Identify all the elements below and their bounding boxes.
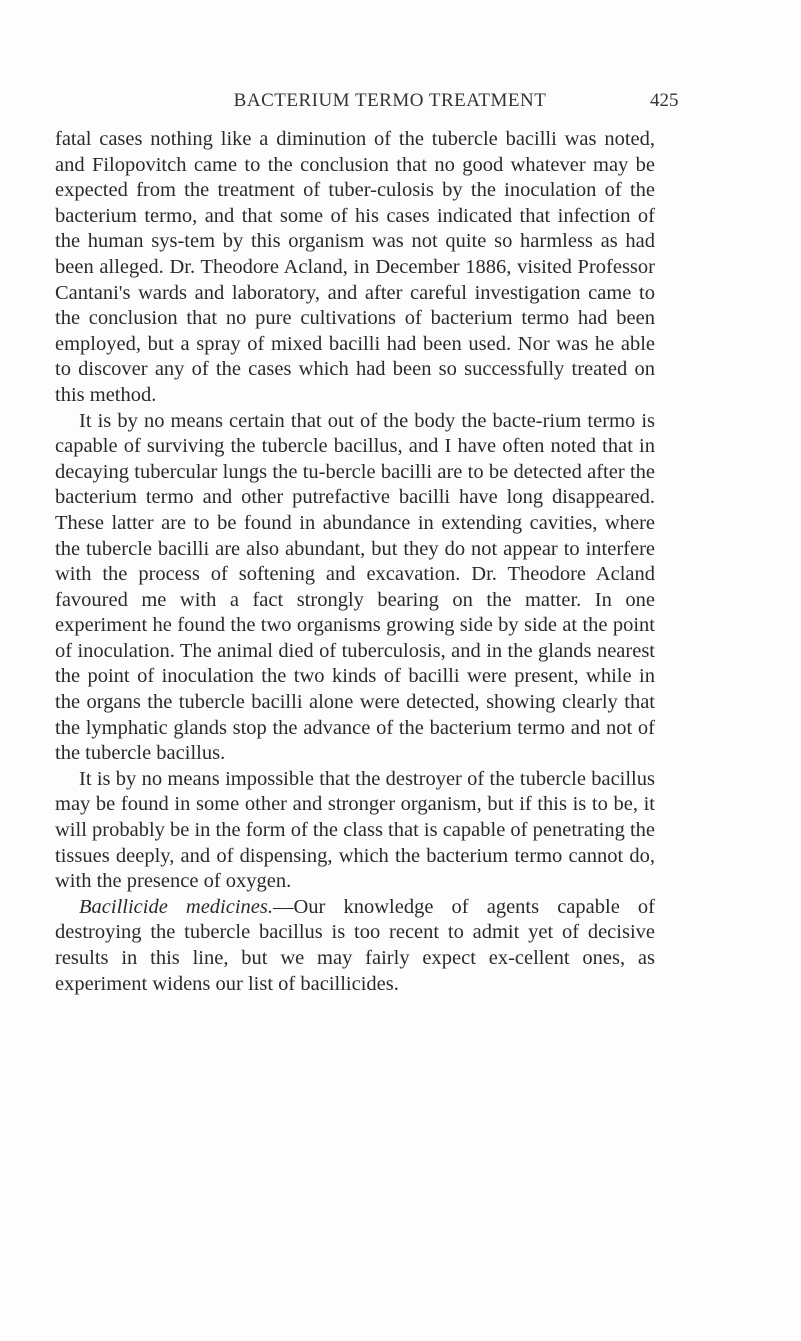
- paragraph-4-text: —Our knowledge of agents capable of destroying the tubercle bacillus is too recent to admit yet of decisive results in this line, but we may fairly expect ex-cellent ones, as experiment widens our list of bacillicides.: [55, 895, 655, 995]
- paragraph-3: It is by no means impossible that the destroyer of the tubercle bacillus may be found in some other and stronger organism, but if this is to be, it will probably be in the form of the class that is capable of penetrating the tissues deeply, and of dispensing, which the bacterium termo cannot do, with the presence of oxygen.: [55, 767, 656, 893]
- body-text: [55, 127, 655, 997]
- paragraph-4: [55, 895, 655, 997]
- section-heading: Bacillicide medicines.: [79, 895, 273, 918]
- paragraph-2: It is by no means certain that out of the body the bacte-rium termo is capable of surviving the tubercle bacillus, and I have often noted that in decaying tubercular lungs the tu-bercle bacilli are to be detected after the bacterium termo and other putrefactive bacilli have long disappeared. These latter are to be found in abundance in extending cavities, where the tubercle bacilli are also abundant, but they do not appear to interfere with the process of softening and excavation. Dr. Theodore Acland favoured me with a fact strongly bearing on the matter. In one experiment he found the two organisms growing side by side at the point of inoculation. The animal died of tuberculosis, and in the glands nearest the point of inoculation the two kinds of bacilli were present, while in the organs the tubercle bacilli alone were detected, showing clearly that the lymphatic glands stop the advance of the bacterium termo and not of the tubercle bacillus.: [55, 409, 655, 765]
- page-number: 425: [650, 90, 679, 111]
- running-title: BACTERIUM TERMO TREATMENT: [233, 90, 547, 111]
- paragraph-1: fatal cases nothing like a diminution of the tubercle bacilli was noted, and Filopovitch came to the conclusion that no good whatever may be expected from the treatment of tuber-culosis by the inoculation of the bacterium termo, and that some of his cases indicated that infection of the human sys-tem by this organism was not quite so harmless as had been alleged. Dr. Theodore Acland, in December 1886, visited Professor Cantani's wards and laboratory, and after careful investigation came to the conclusion that no pure cultivations of bacterium termo had been employed, but a spray of mixed bacilli had been used. Nor was he able to discover any of the cases which had been so successfully treated on this method.: [55, 128, 655, 406]
